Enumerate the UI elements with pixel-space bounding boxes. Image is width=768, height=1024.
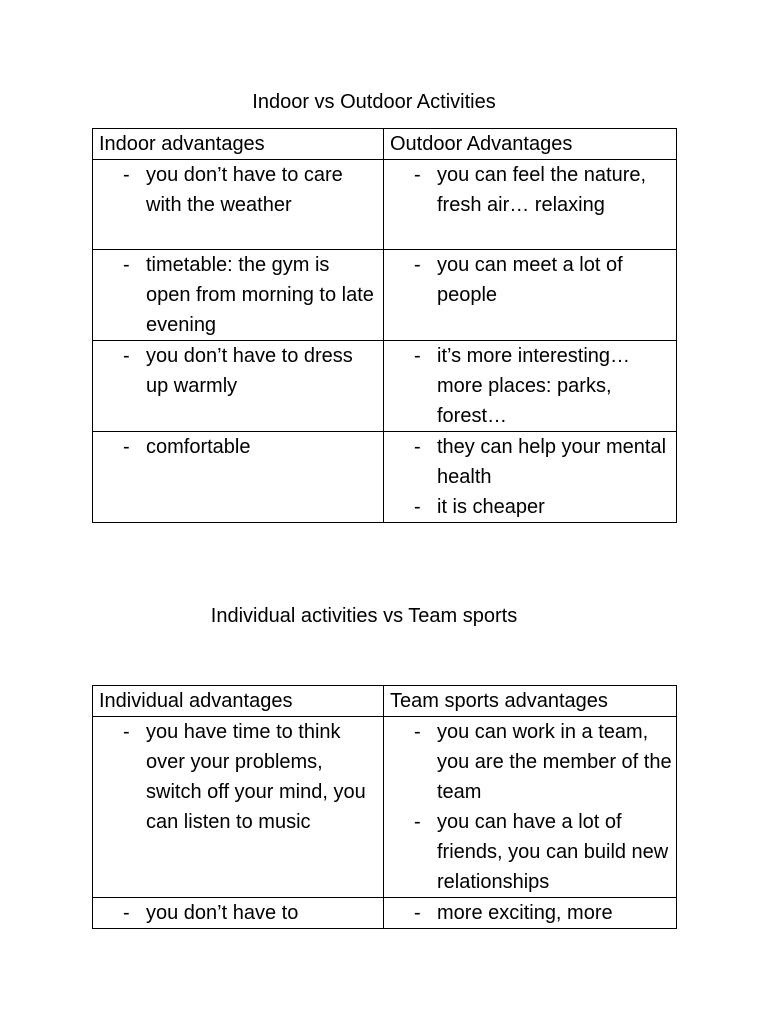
table-row — [93, 432, 677, 523]
list-item: - you can feel the nature, fresh air… relaxing — [390, 160, 672, 220]
table-cell — [384, 341, 677, 432]
table-cell — [93, 341, 384, 432]
list-item: - it’s more interesting… more places: parks, forest… — [390, 341, 672, 431]
section-2-title: Individual activities vs Team sports — [210, 605, 518, 627]
table-row — [93, 160, 677, 250]
header-outdoor-advantages: Outdoor Advantages — [384, 129, 677, 160]
indoor-outdoor-table — [92, 128, 677, 523]
list-item: - you have time to think over your problems, switch off your mind, you can listen to music — [99, 717, 379, 837]
table-row — [93, 898, 677, 929]
table-cell — [384, 160, 677, 250]
header-indoor-advantages: Indoor advantages — [93, 129, 384, 160]
list-item: - comfortable — [99, 432, 379, 462]
list-item: - timetable: the gym is open from morning to late evening — [99, 250, 379, 340]
individual-team-table — [92, 685, 677, 929]
list-item: - it is cheaper — [390, 492, 672, 522]
table-row — [93, 250, 677, 341]
table-cell — [384, 250, 677, 341]
list-item: - you can work in a team, you are the member of the team — [390, 717, 672, 807]
table-row — [93, 717, 677, 898]
list-item: - they can help your mental health — [390, 432, 672, 492]
table-header-row — [93, 129, 677, 160]
table-header-row — [93, 686, 677, 717]
table-cell — [384, 898, 677, 929]
list-item: - you don’t have to dress up warmly — [99, 341, 379, 401]
list-item: - you don’t have to — [99, 898, 379, 928]
list-item: - you don’t have to care with the weather — [99, 160, 379, 220]
list-item: - more exciting, more — [390, 898, 672, 928]
header-individual-advantages: Individual advantages — [93, 686, 384, 717]
table-cell — [93, 250, 384, 341]
header-team-sports-advantages: Team sports advantages — [384, 686, 677, 717]
table-cell — [93, 717, 384, 898]
table-row — [93, 341, 677, 432]
table-cell — [93, 898, 384, 929]
list-item: - you can have a lot of friends, you can build new relationships — [390, 807, 672, 897]
table-cell — [384, 717, 677, 898]
list-item: - you can meet a lot of people — [390, 250, 672, 310]
section-1-title: Indoor vs Outdoor Activities — [252, 91, 496, 113]
table-cell — [93, 160, 384, 250]
table-cell — [93, 432, 384, 523]
table-cell — [384, 432, 677, 523]
